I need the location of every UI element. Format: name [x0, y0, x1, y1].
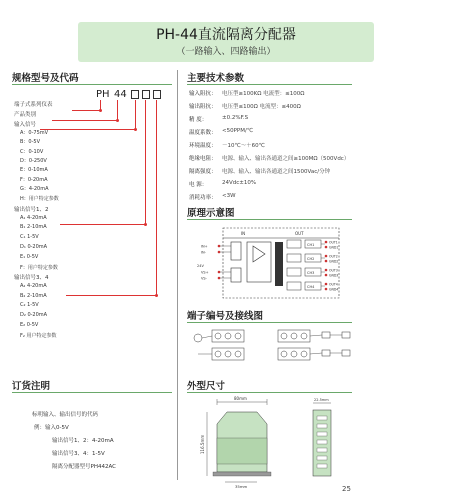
- order-line: 标明输入、输出信号的代码: [32, 412, 99, 418]
- connector-dot: [144, 223, 147, 226]
- model-row-heading: 端子式系列仪表: [14, 102, 53, 108]
- model-code-item: C：0-10V: [20, 149, 44, 155]
- model-code-item: C₁ 1-5V: [20, 234, 39, 240]
- spec-label: 输入阻抗：: [189, 91, 217, 97]
- label-ch3: CH3: [307, 271, 315, 275]
- svg-text:24V: 24V: [197, 264, 204, 268]
- connector-line: [52, 120, 118, 121]
- code-box-3: [153, 90, 161, 99]
- model-code-item: E₂ 0-5V: [20, 322, 39, 328]
- spec-value: ±0.2%F.S: [222, 115, 249, 121]
- model-prefix: PH: [96, 89, 110, 100]
- spec-value: <3W: [222, 193, 236, 199]
- svg-text:VS-: VS-: [201, 276, 207, 281]
- isolation-block: [247, 242, 271, 282]
- svg-text:IN+: IN+: [201, 244, 208, 249]
- model-code-item: B₂ 2-10mA: [20, 293, 47, 299]
- svg-text:IN-: IN-: [201, 250, 206, 255]
- model-row-heading: 输出信号3、4: [14, 275, 49, 281]
- transformer-bar: [275, 242, 283, 286]
- spec-value: 电压型≥100KΩ 电流型：≤100Ω: [222, 91, 305, 97]
- model-code-item: A₁ 4-20mA: [20, 215, 47, 221]
- connector-line: [60, 224, 146, 225]
- order-line: 输出信号1、2：4-20mA: [52, 438, 114, 444]
- width-dimension: 80mm: [234, 396, 247, 401]
- model-code-item: D₁ 0-20mA: [20, 244, 48, 250]
- spec-value: 电压型≤100Ω 电流型：≤400Ω: [222, 104, 301, 110]
- page-subtitle: （一路输入、四路输出）: [176, 47, 276, 57]
- svg-text:GND1: GND1: [329, 245, 339, 250]
- svg-text:OUT4: OUT4: [329, 282, 338, 287]
- label-ch4: CH4: [307, 285, 315, 289]
- model-code-item: B：0-5V: [20, 139, 41, 145]
- svg-text:GND3: GND3: [329, 273, 339, 278]
- spec-section-rule: [187, 84, 352, 85]
- model-section-rule: [12, 84, 172, 85]
- spec-label: 输出阻抗：: [189, 104, 217, 110]
- spec-label: 精 度：: [189, 117, 208, 123]
- schematic-diagram: [195, 222, 360, 302]
- order-section-title: 订货注明: [12, 381, 51, 392]
- svg-text:VS+: VS+: [201, 270, 209, 275]
- model-code-item: G：4-20mA: [20, 186, 49, 192]
- svg-text:GND4: GND4: [329, 287, 339, 292]
- connector-line: [145, 100, 146, 224]
- ch-block-4: [287, 282, 301, 290]
- connector-line: [40, 129, 136, 130]
- page-title: PH-44直流隔离分配器: [156, 27, 296, 43]
- terminal-wiring-diagram: [190, 326, 360, 368]
- model-code-item: B₁ 2-10mA: [20, 224, 47, 230]
- terminal-section-rule: [187, 322, 352, 323]
- svg-text:OUT1: OUT1: [329, 240, 338, 245]
- model-code-item: E：0-10mA: [20, 167, 48, 173]
- model-number: 44: [114, 89, 127, 100]
- svg-text:OUT3: OUT3: [329, 268, 338, 273]
- connector-line: [72, 110, 101, 111]
- connector-line: [135, 100, 136, 129]
- spec-value: 电源、输入、输出各通道之间≥100MΩ（500Vdc）: [222, 156, 350, 162]
- column-divider: [177, 70, 178, 480]
- ch-block-2: [287, 254, 301, 262]
- connector-dot: [99, 109, 102, 112]
- ch-block-3: [287, 268, 301, 276]
- model-row-heading: 输入信号: [14, 122, 37, 128]
- spec-label: 消耗功率：: [189, 195, 217, 201]
- spec-label: 隔离强度：: [189, 169, 217, 175]
- svg-text:GND2: GND2: [329, 259, 339, 264]
- connector-line: [66, 295, 157, 296]
- spec-value: 24Vdc±10%: [222, 180, 257, 186]
- dimension-section-rule: [187, 392, 352, 393]
- height-dimension: 116.5mm: [200, 434, 205, 454]
- spec-value: <50PPM/℃: [222, 128, 254, 134]
- amp-icon: [253, 246, 265, 262]
- model-section-title: 规格型号及代码: [12, 73, 79, 84]
- order-line: 例：输入0-5V: [34, 425, 69, 431]
- model-code-item: D₂ 0-20mA: [20, 312, 48, 318]
- spec-label: 绝缘电阻：: [189, 156, 217, 162]
- connector-dot: [116, 119, 119, 122]
- connector-dot: [155, 294, 158, 297]
- spec-label: 电 源：: [189, 182, 208, 188]
- order-line: 隔离分配器型号PH442AC: [52, 464, 116, 470]
- model-code-item: F：用户特定参数: [20, 265, 58, 271]
- model-code-item: D：0-250V: [20, 158, 47, 164]
- model-code-item: C₂ 1-5V: [20, 302, 39, 308]
- power-block: [231, 268, 241, 282]
- model-code-item: E₁ 0-5V: [20, 254, 39, 260]
- order-line: 输出信号3、4：1-5V: [52, 451, 105, 457]
- spec-value: －10℃～＋60℃: [222, 143, 265, 149]
- schematic-section-title: 原理示意图: [187, 208, 235, 219]
- depth-dimension: 22.5mm: [314, 398, 329, 402]
- base-dimension: 35mm: [235, 484, 248, 489]
- label-ch1: CH1: [307, 243, 315, 247]
- model-code-item: A₂ 4-20mA: [20, 283, 47, 289]
- terminal-section-title: 端子编号及接线图: [187, 311, 264, 322]
- code-box-2: [142, 90, 150, 99]
- model-code-item: F₂ 用户特定参数: [20, 333, 57, 339]
- label-in: IN: [241, 231, 246, 236]
- dimension-drawing: [195, 394, 360, 489]
- input-block: [231, 242, 241, 260]
- svg-text:OUT2: OUT2: [329, 254, 338, 259]
- page-number: 25: [342, 485, 351, 493]
- spec-label: 环境温度：: [189, 143, 217, 149]
- model-row-heading: 产品类别: [14, 112, 37, 118]
- ch-block-1: [287, 240, 301, 248]
- model-row-heading: 输出信号1、2: [14, 207, 49, 213]
- model-code-item: H：用户特定参数: [20, 196, 59, 202]
- label-out: OUT: [295, 231, 304, 236]
- connector-line: [117, 100, 118, 120]
- model-code-item: A：0-75mV: [20, 130, 49, 136]
- connector-line: [156, 100, 157, 295]
- connector-dot: [134, 128, 137, 131]
- dimension-section-title: 外型尺寸: [187, 381, 226, 392]
- label-ch2: CH2: [307, 257, 315, 261]
- code-box-1: [131, 90, 139, 99]
- spec-section-title: 主要技术参数: [187, 73, 245, 84]
- model-code-item: F：0-20mA: [20, 177, 48, 183]
- spec-label: 温度系数：: [189, 130, 217, 136]
- order-section-rule: [12, 392, 172, 393]
- spec-value: 电源、输入、输出各通道之间1500Vac/分钟: [222, 169, 331, 175]
- schematic-section-rule: [187, 219, 352, 220]
